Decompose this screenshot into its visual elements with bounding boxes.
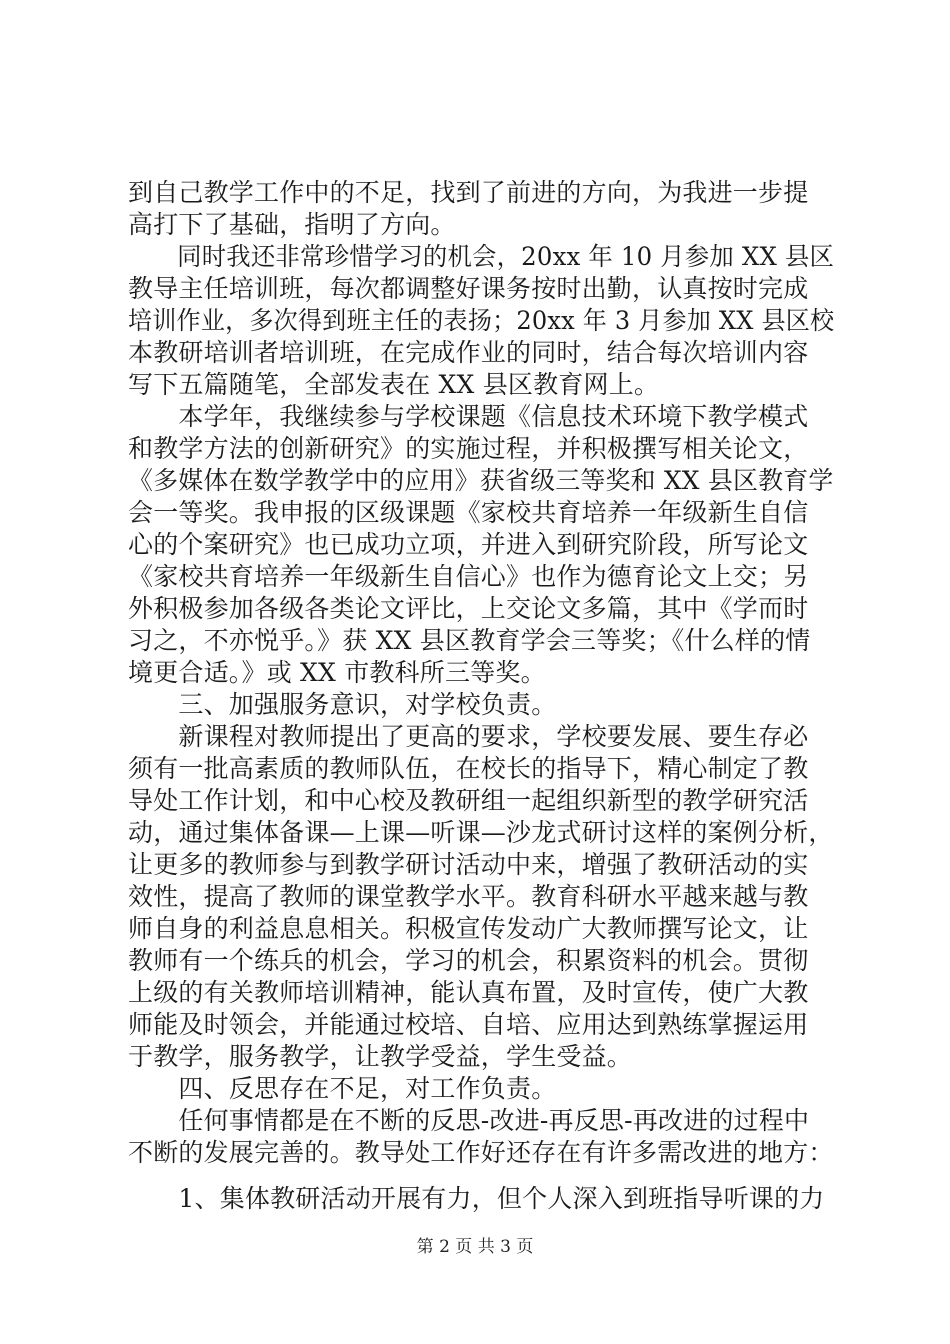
text-line: 写下五篇随笔，全部发表在 XX 县区教育网上。 xyxy=(128,370,660,399)
text-line: 同时我还非常珍惜学习的机会，20xx 年 10 月参加 XX 县区 xyxy=(128,242,835,271)
text-line: 于教学，服务教学，让教学受益，学生受益。 xyxy=(128,1042,633,1071)
text-line: 教导主任培训班，每次都调整好课务按时出勤，认真按时完成 xyxy=(128,274,809,303)
text-line: 心的个案研究》也已成功立项，并进入到研究阶段，所写论文 xyxy=(128,530,809,559)
text-line: 《多媒体在数学教学中的应用》获省级三等奖和 XX 县区教育学 xyxy=(128,466,834,495)
text-line: 师自身的利益息息相关。积极宣传发动广大教师撰写论文，让 xyxy=(128,914,809,943)
text-line: 效性，提高了教师的课堂教学水平。教育科研水平越来越与教 xyxy=(128,882,809,911)
text-line: 本教研培训者培训班，在完成作业的同时，结合每次培训内容 xyxy=(128,338,809,367)
text-line: 须有一批高素质的教师队伍，在校长的指导下，精心制定了教 xyxy=(128,754,809,783)
text-line: 任何事情都是在不断的反思-改进-再反思-再改进的过程中 xyxy=(128,1106,810,1135)
text-line: 会一等奖。我申报的区级课题《家校共育培养一年级新生自信 xyxy=(128,498,809,527)
text-line: 习之，不亦悦乎。》获 XX 县区教育学会三等奖；《什么样的情 xyxy=(128,626,811,655)
text-line: 上级的有关教师培训精神，能认真布置，及时宣传，使广大教 xyxy=(128,978,809,1007)
text-line: 本学年，我继续参与学校课题《信息技术环境下教学模式 xyxy=(128,402,809,431)
text-line: 和教学方法的创新研究》的实施过程，并积极撰写相关论文， xyxy=(128,434,809,463)
page-footer: 第 2 页 共 3 页 xyxy=(416,1237,534,1257)
text-line: 师能及时领会，并能通过校培、自培、应用达到熟练掌握运用 xyxy=(128,1010,809,1039)
text-line: 培训作业，多次得到班主任的表扬；20xx 年 3 月参加 XX 县区校 xyxy=(128,306,835,335)
text-line: 不断的发展完善的。教导处工作好还存在有许多需改进的地方： xyxy=(128,1138,834,1167)
text-line: 到自己教学工作中的不足，找到了前进的方向，为我进一步提 xyxy=(128,178,809,207)
text-line: 导处工作计划，和中心校及教研组一起组织新型的教学研究活 xyxy=(128,786,809,815)
text-line: 让更多的教师参与到教学研讨活动中来，增强了教研活动的实 xyxy=(128,850,809,879)
text-line: 高打下了基础，指明了方向。 xyxy=(128,210,456,239)
text-line: 境更合适。》或 XX 市教科所三等奖。 xyxy=(128,658,546,687)
text-line: 1、集体教研活动开展有力，但个人深入到班指导听课的力 xyxy=(128,1184,825,1213)
text-line: 动，通过集体备课—上课—听课—沙龙式研讨这样的案例分析， xyxy=(128,818,834,847)
section-heading: 四、反思存在不足，对工作负责。 xyxy=(128,1074,557,1103)
text-line: 教师有一个练兵的机会，学习的机会，积累资料的机会。贯彻 xyxy=(128,946,809,975)
text-line: 外积极参加各级各类论文评比，上交论文多篇，其中《学而时 xyxy=(128,594,809,623)
section-heading: 三、加强服务意识，对学校负责。 xyxy=(128,690,557,719)
text-line: 《家校共育培养一年级新生自信心》也作为德育论文上交；另 xyxy=(128,562,809,591)
text-line: 新课程对教师提出了更高的要求，学校要发展、要生存必 xyxy=(128,722,809,751)
